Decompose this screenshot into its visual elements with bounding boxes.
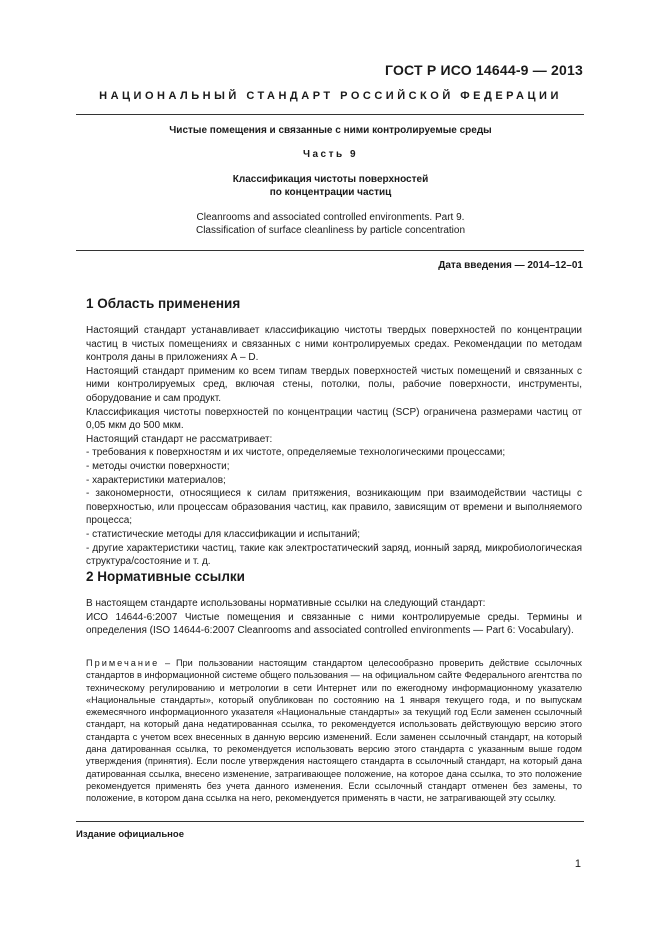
list-item: - характеристики материалов; <box>86 474 226 486</box>
paragraph: Настоящий стандарт применим ко всем типам твердых поверхностей чистых помещений и связанных с ними контролируемых сред, включая стены, потолки, полы, рабочие поверхности, инструменты, оборудование и сам продукт. <box>86 365 582 404</box>
divider-top <box>76 114 584 115</box>
subtitle-line-2: по концентрации частиц <box>269 187 392 198</box>
note-paragraph <box>86 657 582 805</box>
list-item: - статистические методы для классификации и испытаний; <box>86 528 361 540</box>
english-title-line-2: Classification of surface cleanliness by particle concentration <box>195 225 466 236</box>
note-block <box>86 657 582 805</box>
paragraph: Классификация чистоты поверхностей по концентрации частиц (SCP) ограничена размерами частиц от 0,05 мкм до 500 мкм. <box>86 406 582 432</box>
standard-title: Чистые помещения и связанные с ними контролируемые среды <box>169 125 492 136</box>
note-text: – При пользовании настоящим стандартом целесообразно проверить действие ссылочных стандартов в информационной системе общего пользования — на официальном сайте Федерального агентства по техническому регулированию и метрологии в сети Интернет или по ежегодному информационному указателю «Национальные стандарты», который опубликован по состоянию на 1 января текущего года, и по выпускам ежемесячного информационного указателя «Национальные стандарты» за текущий год Если заменен ссылочный стандарт, на который дана недатированная ссылка, то рекомендуется использовать действующую версию этого стандарта с учетом всех внесенных в данную версию изменений. Если заменен ссылочный стандарт, на который дана датированная ссылка, то рекомендуется использовать версию этого стандарта с указанным выше годом утверждения (принятия). Если после утверждения настоящего стандарта в ссылочный стандарт, на который дана датированная ссылка, внесено изменение, затрагивающее положение, на которое дана ссылка, то это положение рекомендуется применять без учета данного изменения. Если ссылочный стандарт отменен без замены, то положение, в котором дана ссылка на него, рекомендуется применять в части, не затрагивающей эту ссылку. <box>86 658 582 804</box>
divider-bottom <box>76 821 584 822</box>
introduction-date: Дата введения — 2014–12–01 <box>438 260 583 271</box>
paragraph: ИСО 14644-6:2007 Чистые помещения и связанные с ними контролируемые среды. Термины и определения (ISO 14644-6:2007 Cleanrooms and associated controlled environments — Part 6: Vocabulary). <box>86 611 582 637</box>
paragraph: Настоящий стандарт устанавливает классификацию чистоты твердых поверхностей по концентрации частиц в чистых помещениях и связанных с ними контролируемых средах. Рекомендации по методам контроля даны в приложениях А – D. <box>86 325 582 364</box>
english-title-line-1: Cleanrooms and associated controlled environments. Part 9. <box>196 212 465 223</box>
list-item: - другие характеристики частиц, такие как электростатический заряд, ионный заряд, микробиологическая структура/состояние и т. д. <box>86 542 582 568</box>
page-number: 1 <box>574 858 581 870</box>
section-1-body <box>86 324 582 569</box>
divider-middle <box>76 250 584 251</box>
list-item: - методы очистки поверхности; <box>86 460 230 472</box>
note-label: Примечание <box>86 658 160 668</box>
section-2-body <box>86 597 582 638</box>
part-label: Часть 9 <box>302 149 359 160</box>
subtitle-line-1: Классификация чистоты поверхностей <box>232 174 429 185</box>
list-item: - закономерности, относящиеся к силам притяжения, возникающим при взаимодействии частицы с поверхностью, или процессам образования частиц, как правило, зависящим от времени и выполняемого процесса; <box>86 488 582 527</box>
paragraph: В настоящем стандарте использованы нормативные ссылки на следующий стандарт: <box>86 598 486 609</box>
edition-label: Издание официальное <box>76 829 184 840</box>
english-title <box>0 211 661 237</box>
section-2-heading: 2 Нормативные ссылки <box>86 569 245 584</box>
list-item: - требования к поверхностям и их чистоте, определяемые технологическими процессами; <box>86 447 506 459</box>
section-1-heading: 1 Область применения <box>86 296 241 311</box>
gost-code: ГОСТ Р ИСО 14644-9 — 2013 <box>385 62 583 78</box>
paragraph: Настоящий стандарт не рассматривает: <box>86 433 273 445</box>
national-standard-heading: НАЦИОНАЛЬНЫЙ СТАНДАРТ РОССИЙСКОЙ ФЕДЕРАЦИИ <box>99 90 562 102</box>
standard-subtitle <box>0 173 661 199</box>
